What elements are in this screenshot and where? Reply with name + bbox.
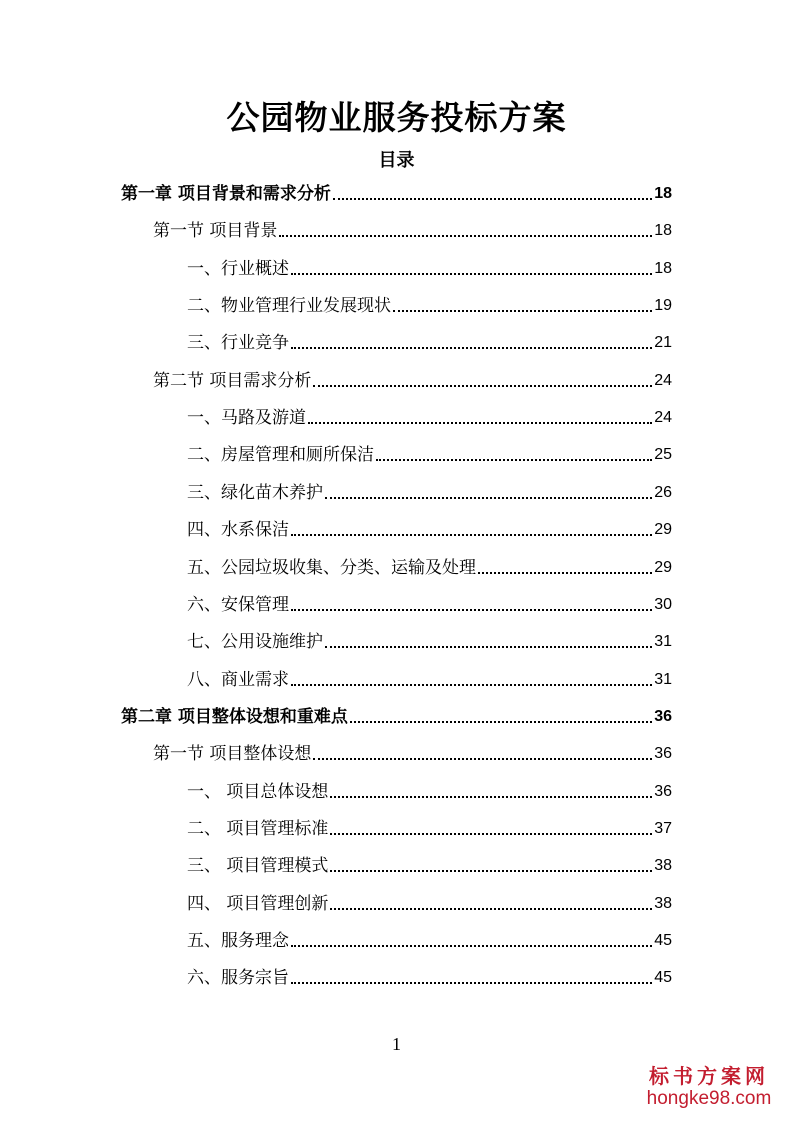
toc-entry-label: 第一节 项目整体设想 [153, 744, 312, 765]
page-number: 1 [392, 1034, 401, 1054]
toc-item[interactable] [187, 330, 672, 354]
toc-entry-label: 第一章 项目背景和需求分析 [121, 184, 331, 204]
toc-entry-label: 三、行业竞争 [187, 333, 289, 354]
toc-item[interactable] [187, 405, 672, 429]
toc-dot-leader [313, 758, 652, 760]
toc-item[interactable] [187, 256, 672, 280]
toc-entry-label: 一、行业概述 [187, 258, 289, 279]
toc-page-number: 30 [654, 595, 672, 613]
toc-dot-leader [291, 982, 652, 984]
toc-dot-leader [393, 310, 652, 312]
toc-page-number: 36 [654, 707, 672, 725]
toc-entry-label: 一、 项目总体设想 [187, 781, 329, 802]
toc-dot-leader [313, 385, 652, 387]
toc-page-number: 24 [654, 409, 672, 427]
toc-page-number: 38 [654, 894, 672, 912]
toc-entry-label: 一、马路及游道 [187, 408, 306, 429]
toc-chapter[interactable] [121, 181, 672, 205]
toc-dot-leader [333, 198, 652, 200]
toc-page-number: 29 [654, 558, 672, 576]
toc-dot-leader [291, 945, 652, 947]
toc-dot-leader [330, 796, 652, 798]
watermark-name: 标书方案网 [649, 1064, 769, 1088]
toc-entry-label: 第一节 项目背景 [153, 221, 278, 242]
toc-page-number: 38 [654, 857, 672, 875]
toc-entry-label: 六、安保管理 [187, 594, 289, 615]
toc-item[interactable] [187, 592, 672, 616]
toc-entry-label: 五、服务理念 [187, 931, 289, 951]
toc-entry-label: 三、 项目管理模式 [187, 856, 329, 877]
toc-entry-label: 第二章 项目整体设想和重难点 [121, 706, 348, 727]
toc-dot-leader [478, 572, 652, 574]
toc-item[interactable] [187, 629, 672, 653]
toc-entry-label: 八、商业需求 [187, 669, 289, 690]
toc-section[interactable] [153, 218, 672, 242]
toc-dot-leader [330, 833, 652, 835]
toc-item[interactable] [187, 517, 672, 541]
toc-chapter[interactable] [121, 704, 672, 728]
toc-page-number: 18 [654, 222, 672, 240]
toc-item[interactable] [187, 667, 672, 691]
toc-dot-leader [325, 646, 652, 648]
toc-page-number: 18 [654, 259, 672, 277]
toc-entry-label: 四、 项目管理创新 [187, 893, 329, 914]
toc-item[interactable] [187, 779, 672, 803]
toc-page-number: 24 [654, 371, 672, 389]
toc-page-number: 18 [654, 185, 672, 202]
document-title: 公园物业服务投标方案 [226, 98, 567, 137]
toc-entry-label: 第二节 项目需求分析 [153, 370, 312, 391]
toc-dot-leader [279, 235, 652, 237]
toc-item[interactable] [187, 853, 672, 877]
toc-page-number: 31 [654, 670, 672, 688]
toc-section[interactable] [153, 741, 672, 765]
toc-entry-label: 二、物业管理行业发展现状 [187, 296, 391, 317]
toc-page-number: 25 [654, 446, 672, 464]
toc-dot-leader [308, 422, 652, 424]
toc-dot-leader [291, 347, 652, 349]
toc-entry-label: 二、房屋管理和厕所保洁 [187, 445, 374, 466]
toc-entry-label: 五、公园垃圾收集、分类、运输及处理 [187, 557, 476, 578]
toc-item[interactable] [187, 891, 672, 915]
toc-dot-leader [330, 870, 652, 872]
toc-page-number: 29 [654, 521, 672, 539]
toc-dot-leader [325, 497, 652, 499]
toc-page-number: 26 [654, 483, 672, 501]
watermark-url: hongke98.com [646, 1088, 772, 1109]
toc-entry-label: 七、公用设施维护 [187, 632, 323, 653]
toc-dot-leader [330, 908, 652, 910]
toc-item[interactable] [187, 555, 672, 579]
toc-section[interactable] [153, 368, 672, 392]
toc-page-number: 45 [654, 932, 672, 949]
toc-dot-leader [350, 721, 652, 723]
toc-page-number: 45 [654, 969, 672, 987]
toc-page-number: 21 [654, 334, 672, 352]
toc-item[interactable] [187, 965, 672, 989]
toc-item[interactable] [187, 928, 672, 952]
toc-page-number: 19 [654, 297, 672, 315]
toc-dot-leader [291, 684, 652, 686]
toc-item[interactable] [187, 293, 672, 317]
toc-item[interactable] [187, 816, 672, 840]
toc-page-number: 36 [654, 745, 672, 763]
toc-page-number: 36 [654, 782, 672, 800]
toc-entry-label: 二、 项目管理标准 [187, 818, 329, 839]
toc-entry-label: 三、绿化苗木养护 [187, 482, 323, 503]
toc-entry-label: 六、服务宗旨 [187, 968, 289, 989]
watermark-logo [639, 1064, 779, 1110]
toc-dot-leader [291, 273, 652, 275]
toc-item[interactable] [187, 480, 672, 504]
toc-dot-leader [291, 609, 652, 611]
toc-dot-leader [291, 534, 652, 536]
toc-heading: 目录 [378, 150, 415, 171]
toc-page-number: 31 [654, 633, 672, 651]
toc-dot-leader [376, 459, 652, 461]
toc-entry-label: 四、水系保洁 [187, 520, 289, 541]
toc-item[interactable] [187, 442, 672, 466]
toc-page-number: 37 [654, 819, 672, 837]
